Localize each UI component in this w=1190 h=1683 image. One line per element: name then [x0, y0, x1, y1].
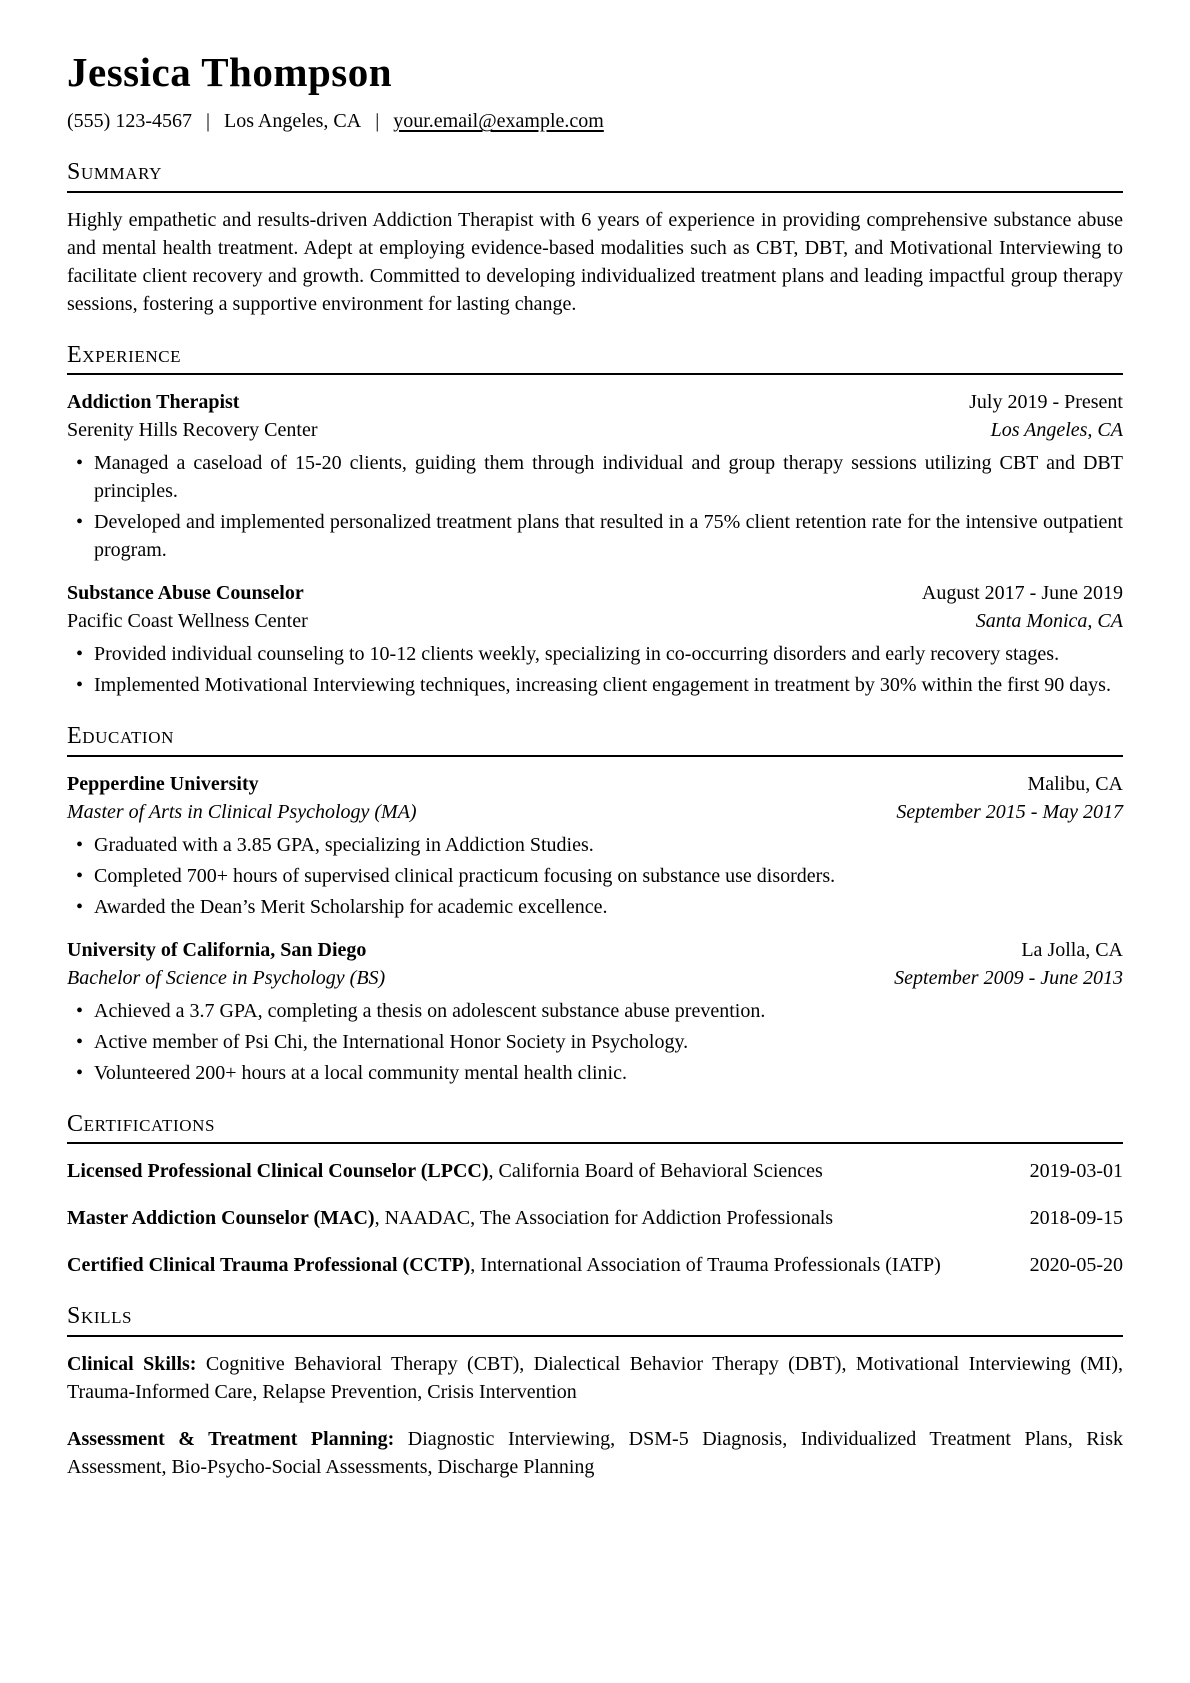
bullet-item: • Achieved a 3.7 GPA, completing a thesis on adolescent substance abuse prevention.: [67, 997, 1123, 1025]
school-bullet-list: [67, 997, 1123, 1087]
job-company: Pacific Coast Wellness Center: [67, 610, 308, 633]
job-dates: July 2019 - Present: [969, 391, 1123, 414]
email-link[interactable]: your.email@example.com: [393, 110, 604, 133]
job-bullet-list: [67, 449, 1123, 564]
contact-line: [67, 107, 1123, 135]
school-degree: Master of Arts in Clinical Psychology (MA): [67, 800, 417, 823]
bullet-item: • Completed 700+ hours of supervised clinical practicum focusing on substance use disorders.: [67, 862, 1123, 890]
certification-text: [67, 1157, 823, 1185]
job-title-row: [67, 579, 1123, 607]
education-entry: [67, 936, 1123, 1087]
certification-date: 2018-09-15: [1029, 1207, 1123, 1230]
school-name: Pepperdine University: [67, 772, 259, 795]
certification-date: 2020-05-20: [1029, 1254, 1123, 1277]
school-dates: September 2015 - May 2017: [896, 800, 1123, 823]
experience-heading: Experience: [67, 342, 1123, 376]
job-location: Santa Monica, CA: [975, 610, 1123, 633]
school-degree-row: [67, 964, 1123, 992]
certification-issuer: , International Association of Trauma Professionals (IATP): [470, 1254, 941, 1277]
certification-name: Licensed Professional Clinical Counselor (LPCC): [67, 1160, 489, 1183]
bullet-item: • Managed a caseload of 15-20 clients, guiding them through individual and group therapy sessions utilizing CBT and DBT principles.: [67, 449, 1123, 505]
contact-separator: |: [205, 110, 210, 133]
certification-entry: [67, 1157, 1123, 1185]
job-bullet-list: [67, 640, 1123, 699]
bullet-item: • Developed and implemented personalized treatment plans that resulted in a 75% client retention rate for the intensive outpatient program.: [67, 508, 1123, 564]
certification-entry: [67, 1204, 1123, 1232]
skill-group: [67, 1350, 1123, 1406]
skill-group-label: Clinical Skills:: [67, 1353, 197, 1376]
certifications-heading: Certifications: [67, 1111, 1123, 1145]
skill-group-text: Cognitive Behavioral Therapy (CBT), Dialectical Behavior Therapy (DBT), Motivational Interviewing (MI), Trauma-Informed Care, Relapse Prevention, Crisis Intervention: [67, 1353, 1123, 1404]
section-experience: [67, 342, 1123, 700]
skill-group-label: Assessment & Treatment Planning:: [67, 1428, 395, 1451]
section-education: [67, 723, 1123, 1087]
bullet-item: • Graduated with a 3.85 GPA, specializing in Addiction Studies.: [67, 831, 1123, 859]
section-skills: [67, 1303, 1123, 1481]
school-location: La Jolla, CA: [1021, 938, 1123, 961]
certification-text: [67, 1251, 941, 1279]
bullet-item: • Active member of Psi Chi, the International Honor Society in Psychology.: [67, 1028, 1123, 1056]
job-company: Serenity Hills Recovery Center: [67, 419, 318, 442]
school-title-row: [67, 770, 1123, 798]
job-company-row: [67, 416, 1123, 444]
certification-issuer: , California Board of Behavioral Sciences: [488, 1160, 823, 1183]
certification-name: Master Addiction Counselor (MAC): [67, 1207, 375, 1230]
certification-name: Certified Clinical Trauma Professional (CCTP): [67, 1254, 471, 1277]
experience-entry: [67, 388, 1123, 564]
school-dates: September 2009 - June 2013: [894, 966, 1123, 989]
bullet-item: • Volunteered 200+ hours at a local community mental health clinic.: [67, 1059, 1123, 1087]
job-company-row: [67, 607, 1123, 635]
bullet-item: • Implemented Motivational Interviewing techniques, increasing client engagement in treatment by 30% within the first 90 days.: [67, 671, 1123, 699]
contact-separator: |: [375, 110, 380, 133]
page-title: Jessica Thompson: [67, 49, 393, 95]
skill-group: [67, 1425, 1123, 1481]
skills-heading: Skills: [67, 1303, 1123, 1337]
contact-location: Los Angeles, CA: [224, 110, 362, 133]
section-summary: [67, 159, 1123, 318]
bullet-item: • Provided individual counseling to 10-12 clients weekly, specializing in co-occurring disorders and early recovery stages.: [67, 640, 1123, 668]
bullet-item: • Awarded the Dean’s Merit Scholarship for academic excellence.: [67, 893, 1123, 921]
school-title-row: [67, 936, 1123, 964]
school-degree: Bachelor of Science in Psychology (BS): [67, 966, 386, 989]
resume-header: [67, 50, 1123, 135]
education-heading: Education: [67, 723, 1123, 757]
school-name: University of California, San Diego: [67, 938, 367, 961]
summary-heading: Summary: [67, 159, 1123, 193]
certification-date: 2019-03-01: [1029, 1160, 1123, 1183]
contact-phone: (555) 123-4567: [67, 110, 192, 133]
section-certifications: [67, 1111, 1123, 1280]
certification-issuer: , NAADAC, The Association for Addiction Professionals: [374, 1207, 834, 1230]
school-location: Malibu, CA: [1027, 772, 1123, 795]
job-title-row: [67, 388, 1123, 416]
summary-text: Highly empathetic and results-driven Addiction Therapist with 6 years of experience in providing comprehensive substance abuse and mental health treatment. Adept at employing evidence-based modalities such as CBT, DBT, and Motivational Interviewing to facilitate client recovery and growth. Committed to developing individualized treatment plans and leading impactful group therapy sessions, fostering a supportive environment for lasting change.: [67, 208, 1123, 315]
certification-entry: [67, 1251, 1123, 1279]
certification-text: [67, 1204, 833, 1232]
job-dates: August 2017 - June 2019: [921, 582, 1123, 605]
job-location: Los Angeles, CA: [990, 419, 1123, 442]
education-entry: [67, 770, 1123, 921]
school-bullet-list: [67, 831, 1123, 921]
job-title: Addiction Therapist: [67, 391, 240, 414]
experience-entry: [67, 579, 1123, 699]
skill-group-text: Diagnostic Interviewing, DSM-5 Diagnosis, Individualized Treatment Plans, Risk Assessment, Bio-Psycho-Social Assessments, Discharge Planning: [67, 1428, 1123, 1479]
job-title: Substance Abuse Counselor: [67, 582, 304, 605]
school-degree-row: [67, 798, 1123, 826]
